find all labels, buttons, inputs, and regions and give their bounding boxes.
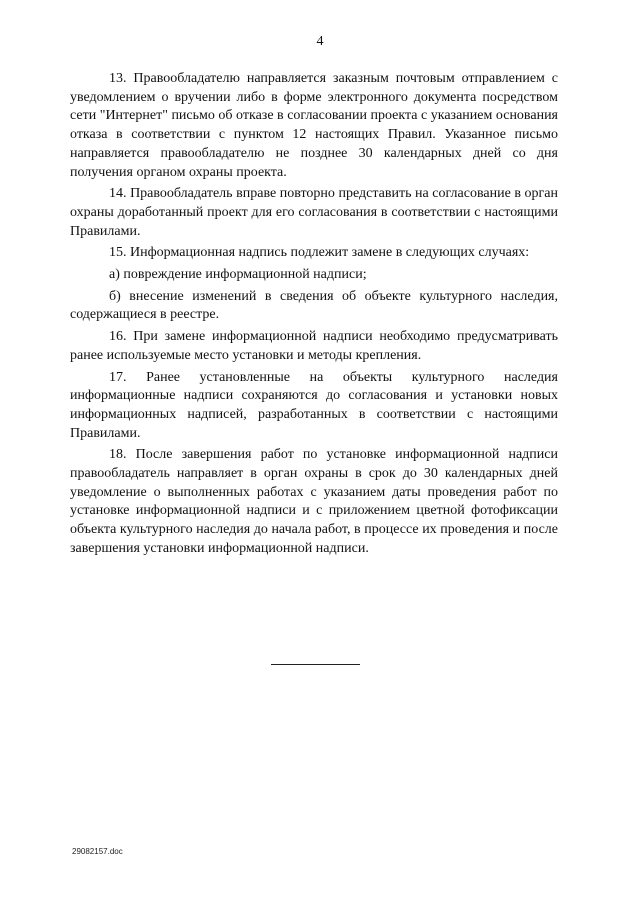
paragraph-14: 14. Правообладатель вправе повторно представить на согласование в орган охраны доработанный проект для его согласования в соответствии с настоящими Правилами. xyxy=(70,186,558,239)
end-divider-line xyxy=(271,664,360,665)
document-body xyxy=(70,70,558,562)
paragraph-17: 17. Ранее установленные на объекты культурного наследия информационные надписи сохраняются до согласования и установки новых информационных надписей, разработанных в соответствии с настоящими Правилами. xyxy=(70,369,558,441)
paragraph-15-item-a: а) повреждение информационной надписи; xyxy=(109,267,367,283)
paragraph-16: 16. При замене информационной надписи необходимо предусматривать ранее используемые место установки и методы крепления. xyxy=(70,329,558,363)
paragraph-18: 18. После завершения работ по установке информационной надписи правообладатель направляет в орган охраны в срок до 30 календарных дней уведомление о выполненных работах с указанием даты проведения работ по установке информационной надписи и с приложением цветной фотофиксации объекта культурного наследия до начала работ, в процессе их проведения и после завершения установки информационной надписи. xyxy=(70,447,558,556)
paragraph-13: 13. Правообладателю направляется заказным почтовым отправлением с уведомлением о вручении либо в форме электронного документа посредством сети "Интернет" письмо об отказе в согласовании проекта с указанием основания отказа в соответствии с пунктом 12 настоящих Правил. Указанное письмо направляется правообладателю не позднее 30 календарных дней со дня получения органом охраны проекта. xyxy=(70,71,558,180)
footer-filename: 29082157.doc xyxy=(72,847,123,856)
paragraph-15: 15. Информационная надпись подлежит замене в следующих случаях: xyxy=(109,245,530,261)
page-number: 4 xyxy=(316,34,324,49)
paragraph-15-item-b: б) внесение изменений в сведения об объекте культурного наследия, содержащиеся в реестре. xyxy=(70,288,558,323)
